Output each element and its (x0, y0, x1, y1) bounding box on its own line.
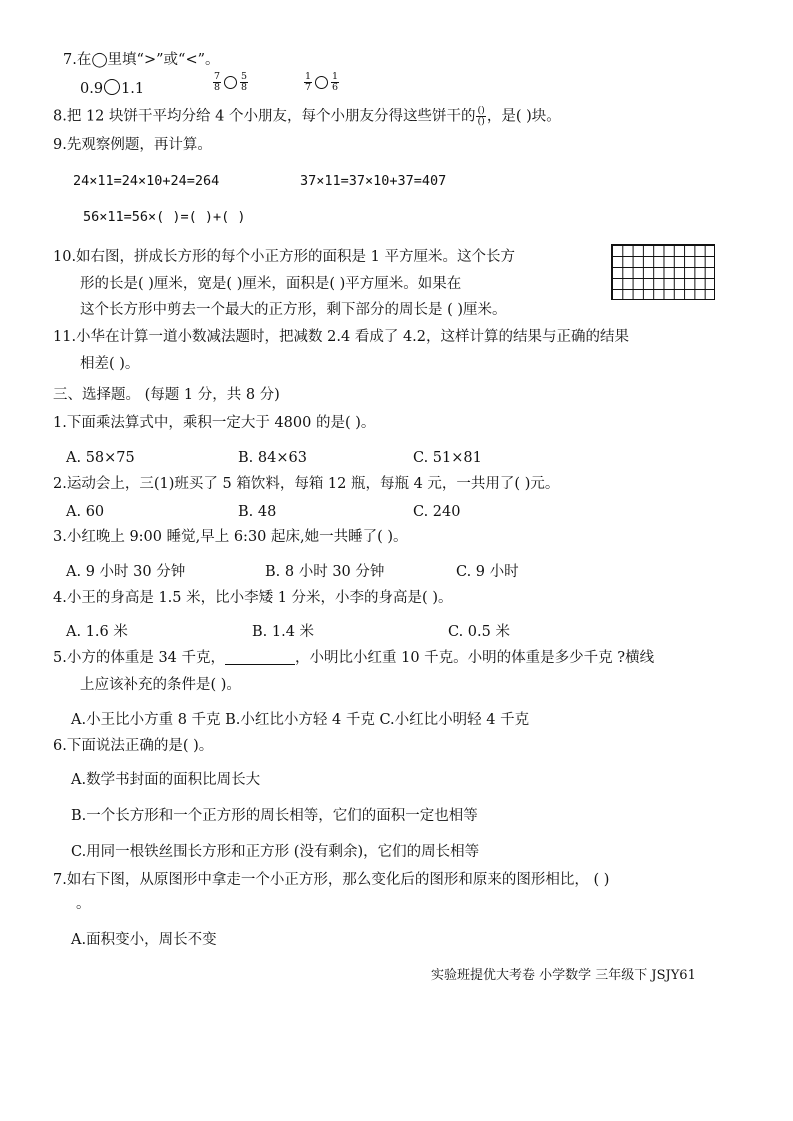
choice-2-option-c[interactable]: C. 240 (413, 504, 461, 520)
q9-example-2: 37×11=37×10+37=407 (300, 173, 447, 189)
choice-4-option-c[interactable]: C. 0.5 米 (448, 624, 510, 640)
question-10-line-3: 这个长方形中剪去一个最大的正方形，剩下部分的周长是 ( )厘米。 (80, 302, 507, 318)
fraction: $\frac{5}{8}$ (241, 71, 248, 93)
question-10-line-2: 形的长是( )厘米，宽是( )厘米，面积是( )平方厘米。如果在 (80, 276, 462, 292)
choice-7-stem: 7.如右下图，从原图形中拿走一个小正方形，那么变化后的图形和原来的图形相比， ( ) (53, 872, 610, 888)
fraction: $\frac{1}{6}$ (332, 71, 339, 93)
choice-1-option-b[interactable]: B. 84×63 (238, 450, 307, 466)
c5-stem-end: ，小明比小红重 10 千克。小明的体重是多少千克 ?横线 (295, 650, 655, 666)
choice-3-option-b[interactable]: B. 8 小时 30 分钟 (265, 564, 385, 580)
fill-in-blank-line[interactable] (225, 650, 295, 665)
choice-7-option-a[interactable]: A.面积变小，周长不变 (71, 932, 217, 948)
choice-1-option-c[interactable]: C. 51×81 (413, 450, 482, 466)
choice-2-stem: 2.运动会上，三(1)班买了 5 箱饮料，每箱 12 瓶，每瓶 4 元，一共用了( )元。 (53, 476, 560, 492)
choice-6-option-b[interactable]: B.一个长方形和一个正方形的周长相等，它们的面积一定也相等 (71, 808, 478, 824)
choice-3-option-a[interactable]: A. 9 小时 30 分钟 (66, 564, 186, 580)
fraction: $\frac{7}{8}$ (214, 71, 221, 93)
q7a-right: 1.1 (121, 81, 145, 97)
question-11-line-2: 相差( )。 (80, 356, 140, 372)
choice-2-option-b[interactable]: B. 48 (238, 504, 277, 520)
section-3-heading: 三、选择题。 (每题 1 分，共 8 分) (53, 387, 280, 403)
question-7-item-a (80, 79, 144, 98)
choice-1-stem: 1.下面乘法算式中，乘积一定大于 4800 的是( )。 (53, 415, 376, 431)
choice-1-option-a[interactable]: A. 58×75 (66, 450, 135, 466)
choice-4-stem: 4.小王的身高是 1.5 米，比小李矮 1 分米，小李的身高是( )。 (53, 590, 453, 606)
q7a-left: 0.9 (80, 81, 104, 97)
question-7-item-b (212, 72, 249, 93)
compare-circle[interactable] (104, 79, 120, 95)
choice-6-option-a[interactable]: A.数学书封面的面积比周长大 (71, 772, 261, 788)
choice-5-stem (53, 649, 654, 667)
question-11-line-1: 11.小华在计算一道小数减法题时，把减数 2.4 看成了 4.2，这样计算的结果与正确的结果 (53, 329, 630, 345)
choice-2-option-a[interactable]: A. 60 (66, 504, 105, 520)
question-9-title: 9.先观察例题，再计算。 (53, 137, 212, 153)
question-7-title: 7.在◯里填“>”或“<”。 (63, 52, 220, 68)
question-7-item-c (303, 72, 340, 93)
choice-3-option-c[interactable]: C. 9 小时 (456, 564, 519, 580)
choice-4-option-a[interactable]: A. 1.6 米 (66, 624, 128, 640)
choice-3-stem: 3.小红晚上 9:00 睡觉,早上 6:30 起床,她一共睡了( )。 (53, 529, 408, 545)
fraction: $\frac{()}{()}$ (477, 105, 485, 127)
q8-text-end: ，是( )块。 (486, 108, 561, 125)
page-footer: 实验班提优大考卷 小学数学 三年级下 JSJY61 (431, 968, 696, 983)
q9-example-1: 24×11=24×10+24=264 (73, 173, 220, 189)
choice-6-option-c[interactable]: C.用同一根铁丝围长方形和正方形 (没有剩余)，它们的周长相等 (71, 844, 480, 860)
choice-6-stem: 6.下面说法正确的是( )。 (53, 738, 214, 754)
choice-5-options[interactable]: A.小王比小方重 8 千克 B.小红比小方轻 4 千克 C.小红比小明轻 4 千克 (71, 712, 530, 728)
rectangle-grid-figure (611, 244, 715, 300)
c5-stem-start: 5.小方的体重是 34 千克， (53, 650, 226, 666)
question-8 (53, 106, 561, 127)
q9-task: 56×11=56×( )=( )+( ) (83, 209, 246, 225)
question-10-line-1: 10.如右图，拼成长方形的每个小正方形的面积是 1 平方厘米。这个长方 (53, 249, 516, 265)
choice-4-option-b[interactable]: B. 1.4 米 (252, 624, 315, 640)
q8-text: 8.把 12 块饼干平均分给 4 个小朋友，每个小朋友分得这些饼干的 (53, 108, 476, 125)
choice-7-stem-tail: 。 (76, 896, 91, 912)
compare-circle[interactable] (224, 76, 237, 89)
compare-circle[interactable] (315, 76, 328, 89)
choice-5-stem-line-2: 上应该补充的条件是( )。 (80, 677, 241, 693)
fraction: $\frac{1}{7}$ (305, 71, 312, 93)
